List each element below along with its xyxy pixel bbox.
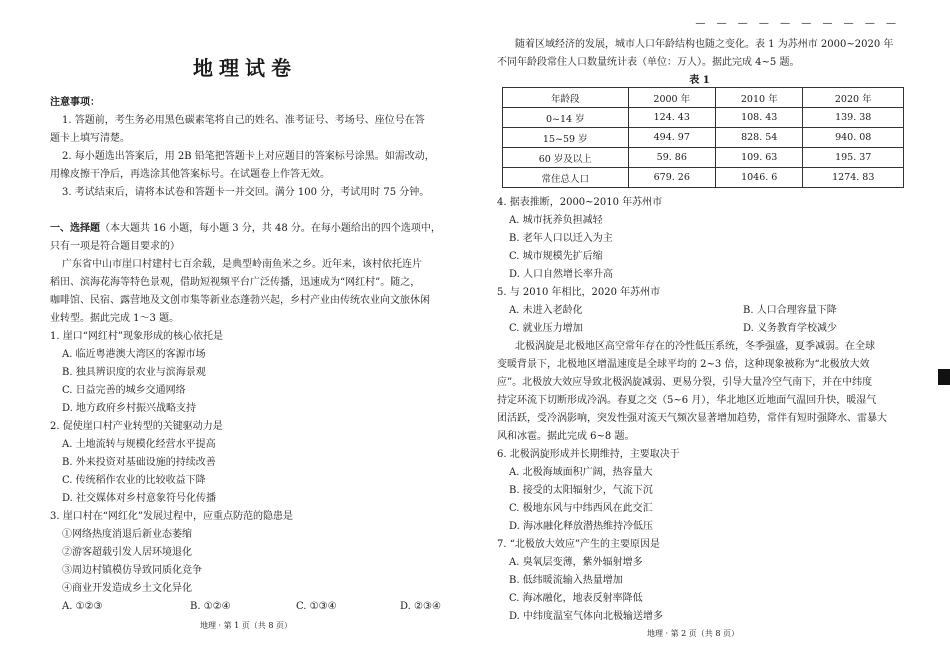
question-3-stem: 3. 崖口村在“网红化”发展过程中，应重点防范的隐患是 xyxy=(50,511,293,522)
table-cell: 108. 43 xyxy=(716,108,803,128)
passage-line: 团活跃，受冷涡影响，突发性强对流天气频次显著增加趋势，常伴有短时强降水、雷暴大 xyxy=(497,413,887,424)
q6-option-a: A. 北极海域面积广阔，热容量大 xyxy=(509,467,653,478)
q6-option-d: D. 海冰融化释放潜热维持冷低压 xyxy=(509,521,654,532)
table-header-cell: 2000 年 xyxy=(628,88,715,108)
notice-line: 1. 答题前，考生务必用黑色碳素笔将自己的姓名、准考证号、考场号、座位号在答 xyxy=(62,115,425,126)
table-header-cell: 年龄段 xyxy=(503,88,629,108)
table-header-cell: 2010 年 xyxy=(716,88,803,108)
q4-option-d: D. 人口自然增长率升高 xyxy=(509,269,614,280)
passage-line: 稻田、滨海花海等特色景观，借助短视频平台广泛传播，迅速成为“网红村”。随之， xyxy=(50,277,421,288)
q5-option-b: B. 人口合理容量下降 xyxy=(743,305,837,316)
table-row xyxy=(503,148,904,168)
q4-option-a: A. 城市抚养负担减轻 xyxy=(509,215,603,226)
notice-line: 用橡皮擦干净后，再选涂其他答案标号。在试题卷上作答无效。 xyxy=(50,169,330,180)
q3-option-c: C. ①③④ xyxy=(296,601,337,612)
table-cell: 195. 37 xyxy=(803,148,904,168)
q5-option-a: A. 未进入老龄化 xyxy=(509,305,583,316)
table-cell: 常住总人口 xyxy=(503,168,629,188)
question-7-stem: 7. “北极放大效应”产生的主要原因是 xyxy=(497,539,660,550)
table-cell: 494. 97 xyxy=(628,128,715,148)
q1-option-b: B. 独具辨识度的农业与滨海景观 xyxy=(62,367,206,378)
table-row xyxy=(503,128,904,148)
q3-option-d: D. ②③④ xyxy=(400,601,441,612)
table-cell: 59. 86 xyxy=(628,148,715,168)
binding-line-marks: — — — — — — — — — — xyxy=(695,18,900,29)
q1-option-a: A. 临近粤港澳大湾区的客源市场 xyxy=(62,349,206,360)
notice-line: 2. 每小题选出答案后，用 2B 铅笔把答题卡上对应题目的答案标号涂黑。如需改动， xyxy=(62,151,435,162)
q3-item-3: ③周边村镇模仿导致同质化竞争 xyxy=(62,565,202,576)
q5-option-d: D. 义务教育学校减少 xyxy=(743,323,838,334)
q7-option-a: A. 臭氧层变薄，紫外辐射增多 xyxy=(509,557,643,568)
notice-heading: 注意事项： xyxy=(50,97,100,108)
passage-line: 咖啡馆、民宿、露营地及文创市集等新业态蓬勃兴起，乡村产业由传统农业向文旅休闲 xyxy=(50,295,430,306)
table-cell: 60 岁及以上 xyxy=(503,148,629,168)
question-1-stem: 1. 崖口“网红村”现象形成的核心依托是 xyxy=(50,331,223,342)
q3-item-1: ①网络热度消退后新业态萎缩 xyxy=(62,529,192,540)
table-cell: 828. 54 xyxy=(716,128,803,148)
passage-line: 持定环流下切断形成冷涡。春夏之交（5~6 月），华北地区近地面气温回升快，暖湿气 xyxy=(497,395,877,406)
q7-option-c: C. 海冰融化，地表反射率降低 xyxy=(509,593,643,604)
q2-option-a: A. 土地流转与规模化经营水平提高 xyxy=(62,439,216,450)
question-6-stem: 6. 北极涡旋形成并长期维持，主要取决于 xyxy=(497,449,680,460)
table-cell: 0~14 岁 xyxy=(503,108,629,128)
passage-line: 广东省中山市崖口村建村七百余载，是典型岭南鱼米之乡。近年来，该村依托连片 xyxy=(62,259,422,270)
table-cell: 124. 43 xyxy=(628,108,715,128)
q4-option-c: C. 城市规模先扩后缩 xyxy=(509,251,603,262)
section-heading: 一、选择题 xyxy=(50,223,100,234)
passage-line: 不同年龄段常住人口数量统计表（单位：万人）。据此完成 4~5 题。 xyxy=(497,57,800,68)
table-cell: 1046. 6 xyxy=(716,168,803,188)
section-desc-2: 只有一项是符合题目要求的） xyxy=(50,241,180,252)
table-cell: 15~59 岁 xyxy=(503,128,629,148)
q4-option-b: B. 老年人口以迁入为主 xyxy=(509,233,613,244)
q3-option-b: B. ①②④ xyxy=(190,601,231,612)
question-4-stem: 4. 据表推断，2000~2010 年苏州市 xyxy=(497,197,663,208)
passage-line: 随着区域经济的发展，城市人口年龄结构也随之变化。表 1 为苏州市 2000~2020 年 xyxy=(515,39,894,50)
question-5-stem: 5. 与 2010 年相比，2020 年苏州市 xyxy=(497,287,661,298)
table-cell: 139. 38 xyxy=(803,108,904,128)
page-footer: 地理 · 第 1 页（共 8 页） xyxy=(200,621,292,630)
question-2-stem: 2. 促使崖口村产业转型的关键驱动力是 xyxy=(50,421,223,432)
q1-option-c: C. 日益完善的城乡交通网络 xyxy=(62,385,186,396)
q3-item-2: ②游客超载引发人居环境退化 xyxy=(62,547,192,558)
table-row xyxy=(503,168,904,188)
passage-line: 北极涡旋是北极地区高空常年存在的冷性低压系统，冬季强盛，夏季减弱。在全球 xyxy=(515,341,875,352)
table-header-cell: 2020 年 xyxy=(803,88,904,108)
q2-option-d: D. 社交媒体对乡村意象符号化传播 xyxy=(62,493,217,504)
q2-option-b: B. 外来投资对基础设施的持续改善 xyxy=(62,457,216,468)
section-heading-line xyxy=(50,222,441,236)
passage-line: 变暖背景下，北极地区增温速度是全球平均的 2~3 倍，这种现象被称为“北极放大效 xyxy=(497,359,870,370)
q6-option-b: B. 接受的太阳辐射少，气流下沉 xyxy=(509,485,653,496)
q7-option-b: B. 低纬暖流输入热量增加 xyxy=(509,575,623,586)
q7-option-d: D. 中纬度温室气体向北极输送增多 xyxy=(509,611,664,622)
passage-line: 风和冰雹。据此完成 6~8 题。 xyxy=(497,431,635,442)
passage-line: 应”。北极放大效应导致北极涡旋减弱、更易分裂，引导大量冷空气南下，并在中纬度 xyxy=(497,377,873,388)
page-title: 地理试卷 xyxy=(193,56,297,80)
table-cell: 109. 63 xyxy=(716,148,803,168)
table-title: 表 1 xyxy=(689,75,710,86)
notice-line: 3. 考试结束后，请将本试卷和答题卡一并交回。满分 100 分，考试用时 75 分钟。 xyxy=(62,187,430,198)
table-cell: 940. 08 xyxy=(803,128,904,148)
population-table xyxy=(502,87,904,188)
section-desc: （本大题共 16 小题，每小题 3 分，共 48 分。在每小题给出的四个选项中， xyxy=(100,223,441,234)
q3-item-4: ④商业开发造成乡土文化异化 xyxy=(62,583,192,594)
table-cell: 1274. 83 xyxy=(803,168,904,188)
q2-option-c: C. 传统稻作农业的比较收益下降 xyxy=(62,475,206,486)
q5-option-c: C. 就业压力增加 xyxy=(509,323,583,334)
page-footer: 地理 · 第 2 页（共 8 页） xyxy=(647,629,739,638)
q1-option-d: D. 地方政府乡村振兴战略支持 xyxy=(62,403,197,414)
passage-line: 业转型。据此完成 1～3 题。 xyxy=(50,313,180,324)
q3-option-a: A. ①②③ xyxy=(62,601,103,612)
table-row xyxy=(503,108,904,128)
notice-line: 题卡上填写清楚。 xyxy=(50,133,130,144)
alignment-mark xyxy=(938,369,950,385)
table-cell: 679. 26 xyxy=(628,168,715,188)
table-header-row xyxy=(503,88,904,108)
q6-option-c: C. 极地东风与中纬西风在此交汇 xyxy=(509,503,653,514)
